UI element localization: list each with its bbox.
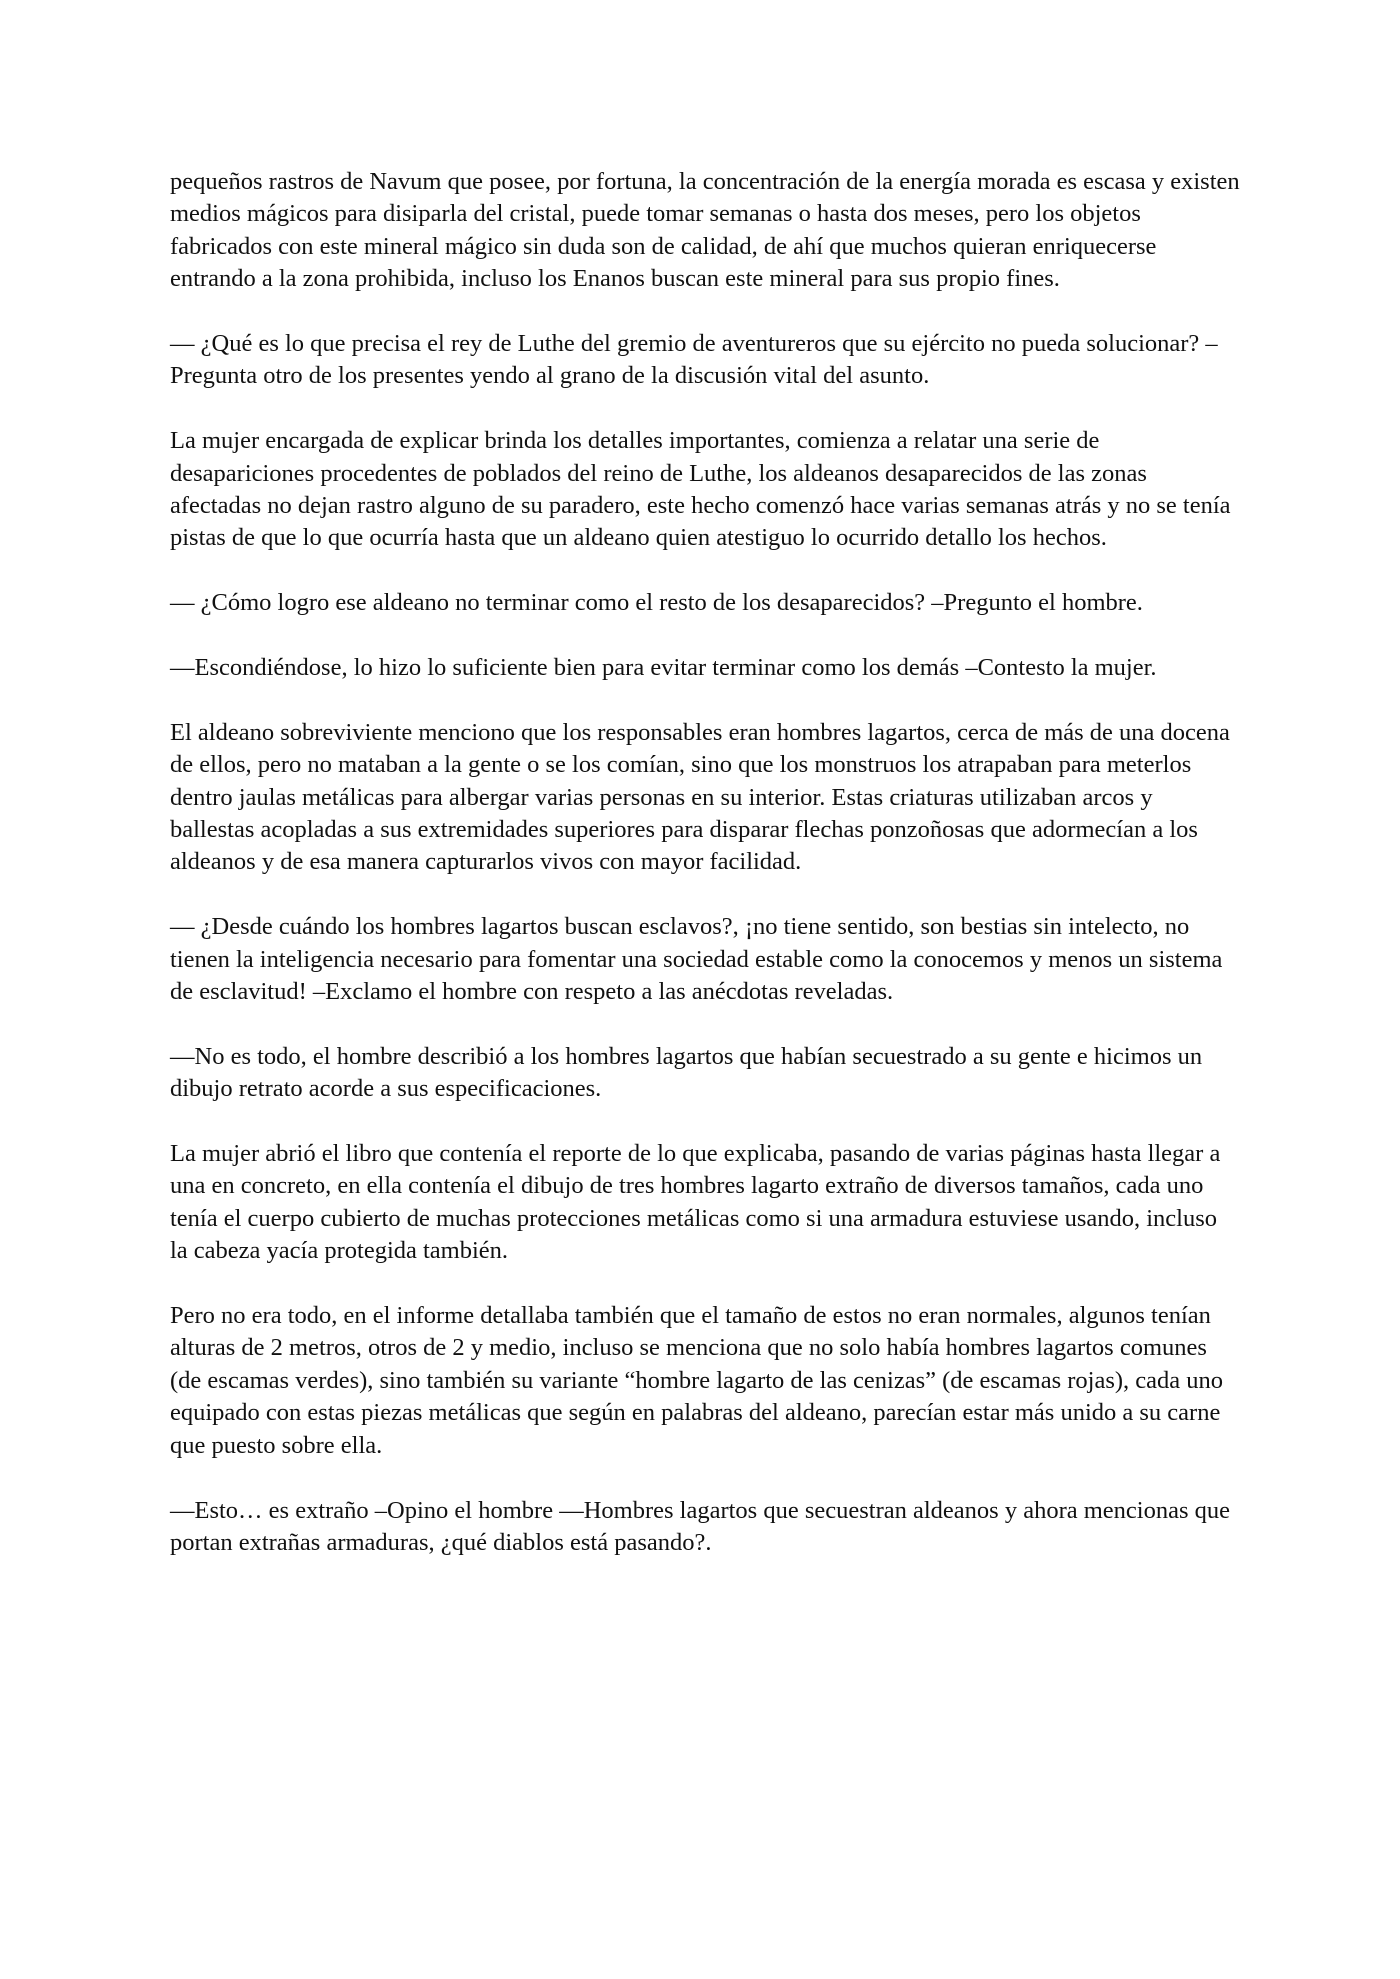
paragraph-6: El aldeano sobreviviente menciono que los responsables eran hombres lagartos, cerca de más de una docena de ellos, pero no mataban a la gente o se los comían, sino que los monstruos los atrapaban para meterlos dentro jaulas metálicas para albergar varias personas en su interior. Estas criaturas utilizaban arcos y ballestas acopladas a sus extremidades superiores para disparar flechas ponzoñosas que adormecían a los aldeanos y de esa manera capturarlos vivos con mayor facilidad. [170, 718, 1230, 876]
paragraph-2: — ¿Qué es lo que precisa el rey de Luthe del gremio de aventureros que su ejército no pueda solucionar? –Pregunta otro de los presentes yendo al grano de la discusión vital del asunto. [170, 330, 1218, 390]
document-body [170, 166, 1240, 1592]
paragraph-8: —No es todo, el hombre describió a los hombres lagartos que habían secuestrado a su gente e hicimos un dibujo retrato acorde a sus especificaciones. [170, 1042, 1203, 1103]
paragraph-3: La mujer encargada de explicar brinda los detalles importantes, comienza a relatar una serie de desapariciones procedentes de poblados del reino de Luthe, los aldeanos desaparecidos de las zonas afectadas no dejan rastro alguno de su paradero, este hecho comenzó hace varias semanas atrás y no se tenía pistas de que lo que ocurría hasta que un aldeano quien atestiguo lo ocurrido detallo los hechos. [170, 427, 1231, 552]
paragraph-4: — ¿Cómo logro ese aldeano no terminar como el resto de los desaparecidos? –Pregunto el hombre. [170, 589, 1143, 617]
paragraph-1: pequeños rastros de Navum que posee, por fortuna, la concentración de la energía morada es escasa y existen medios mágicos para disiparla del cristal, puede tomar semanas o hasta dos meses, pero los objetos fabricados con este mineral mágico sin duda son de calidad, de ahí que muchos quieran enriquecerse entrando a la zona prohibida, incluso los Enanos buscan este mineral para sus propio fines. [170, 168, 1240, 293]
paragraph-11: —Esto… es extraño –Opino el hombre —Hombres lagartos que secuestran aldeanos y ahora mencionas que portan extrañas armaduras, ¿qué diablos está pasando?. [170, 1496, 1230, 1556]
paragraph-10: Pero no era todo, en el informe detallaba también que el tamaño de estos no eran normales, algunos tenían alturas de 2 metros, otros de 2 y medio, incluso se menciona que no solo había hombres lagartos comunes (de escamas verdes), sino también su variante “hombre lagarto de las cenizas” (de escamas rojas), cada uno equipado con estas piezas metálicas que según en palabras del aldeano, parecían estar más unido a su carne que puesto sobre ella. [170, 1302, 1224, 1459]
paragraph-7: — ¿Desde cuándo los hombres lagartos buscan esclavos?, ¡no tiene sentido, son bestias sin intelecto, no tienen la inteligencia necesario para fomentar una sociedad estable como la conocemos y menos un sistema de esclavitud! –Exclamo el hombre con respeto a las anécdotas reveladas. [170, 913, 1223, 1006]
paragraph-9: La mujer abrió el libro que contenía el reporte de lo que explicaba, pasando de varias páginas hasta llegar a una en concreto, en ella contenía el dibujo de tres hombres lagarto extraño de diversos tamaños, cada uno tenía el cuerpo cubierto de muchas protecciones metálicas como si una armadura estuviese usando, incluso la cabeza yacía protegida también. [170, 1140, 1221, 1265]
paragraph-5: —Escondiéndose, lo hizo lo suficiente bien para evitar terminar como los demás –Contesto la mujer. [170, 654, 1157, 682]
